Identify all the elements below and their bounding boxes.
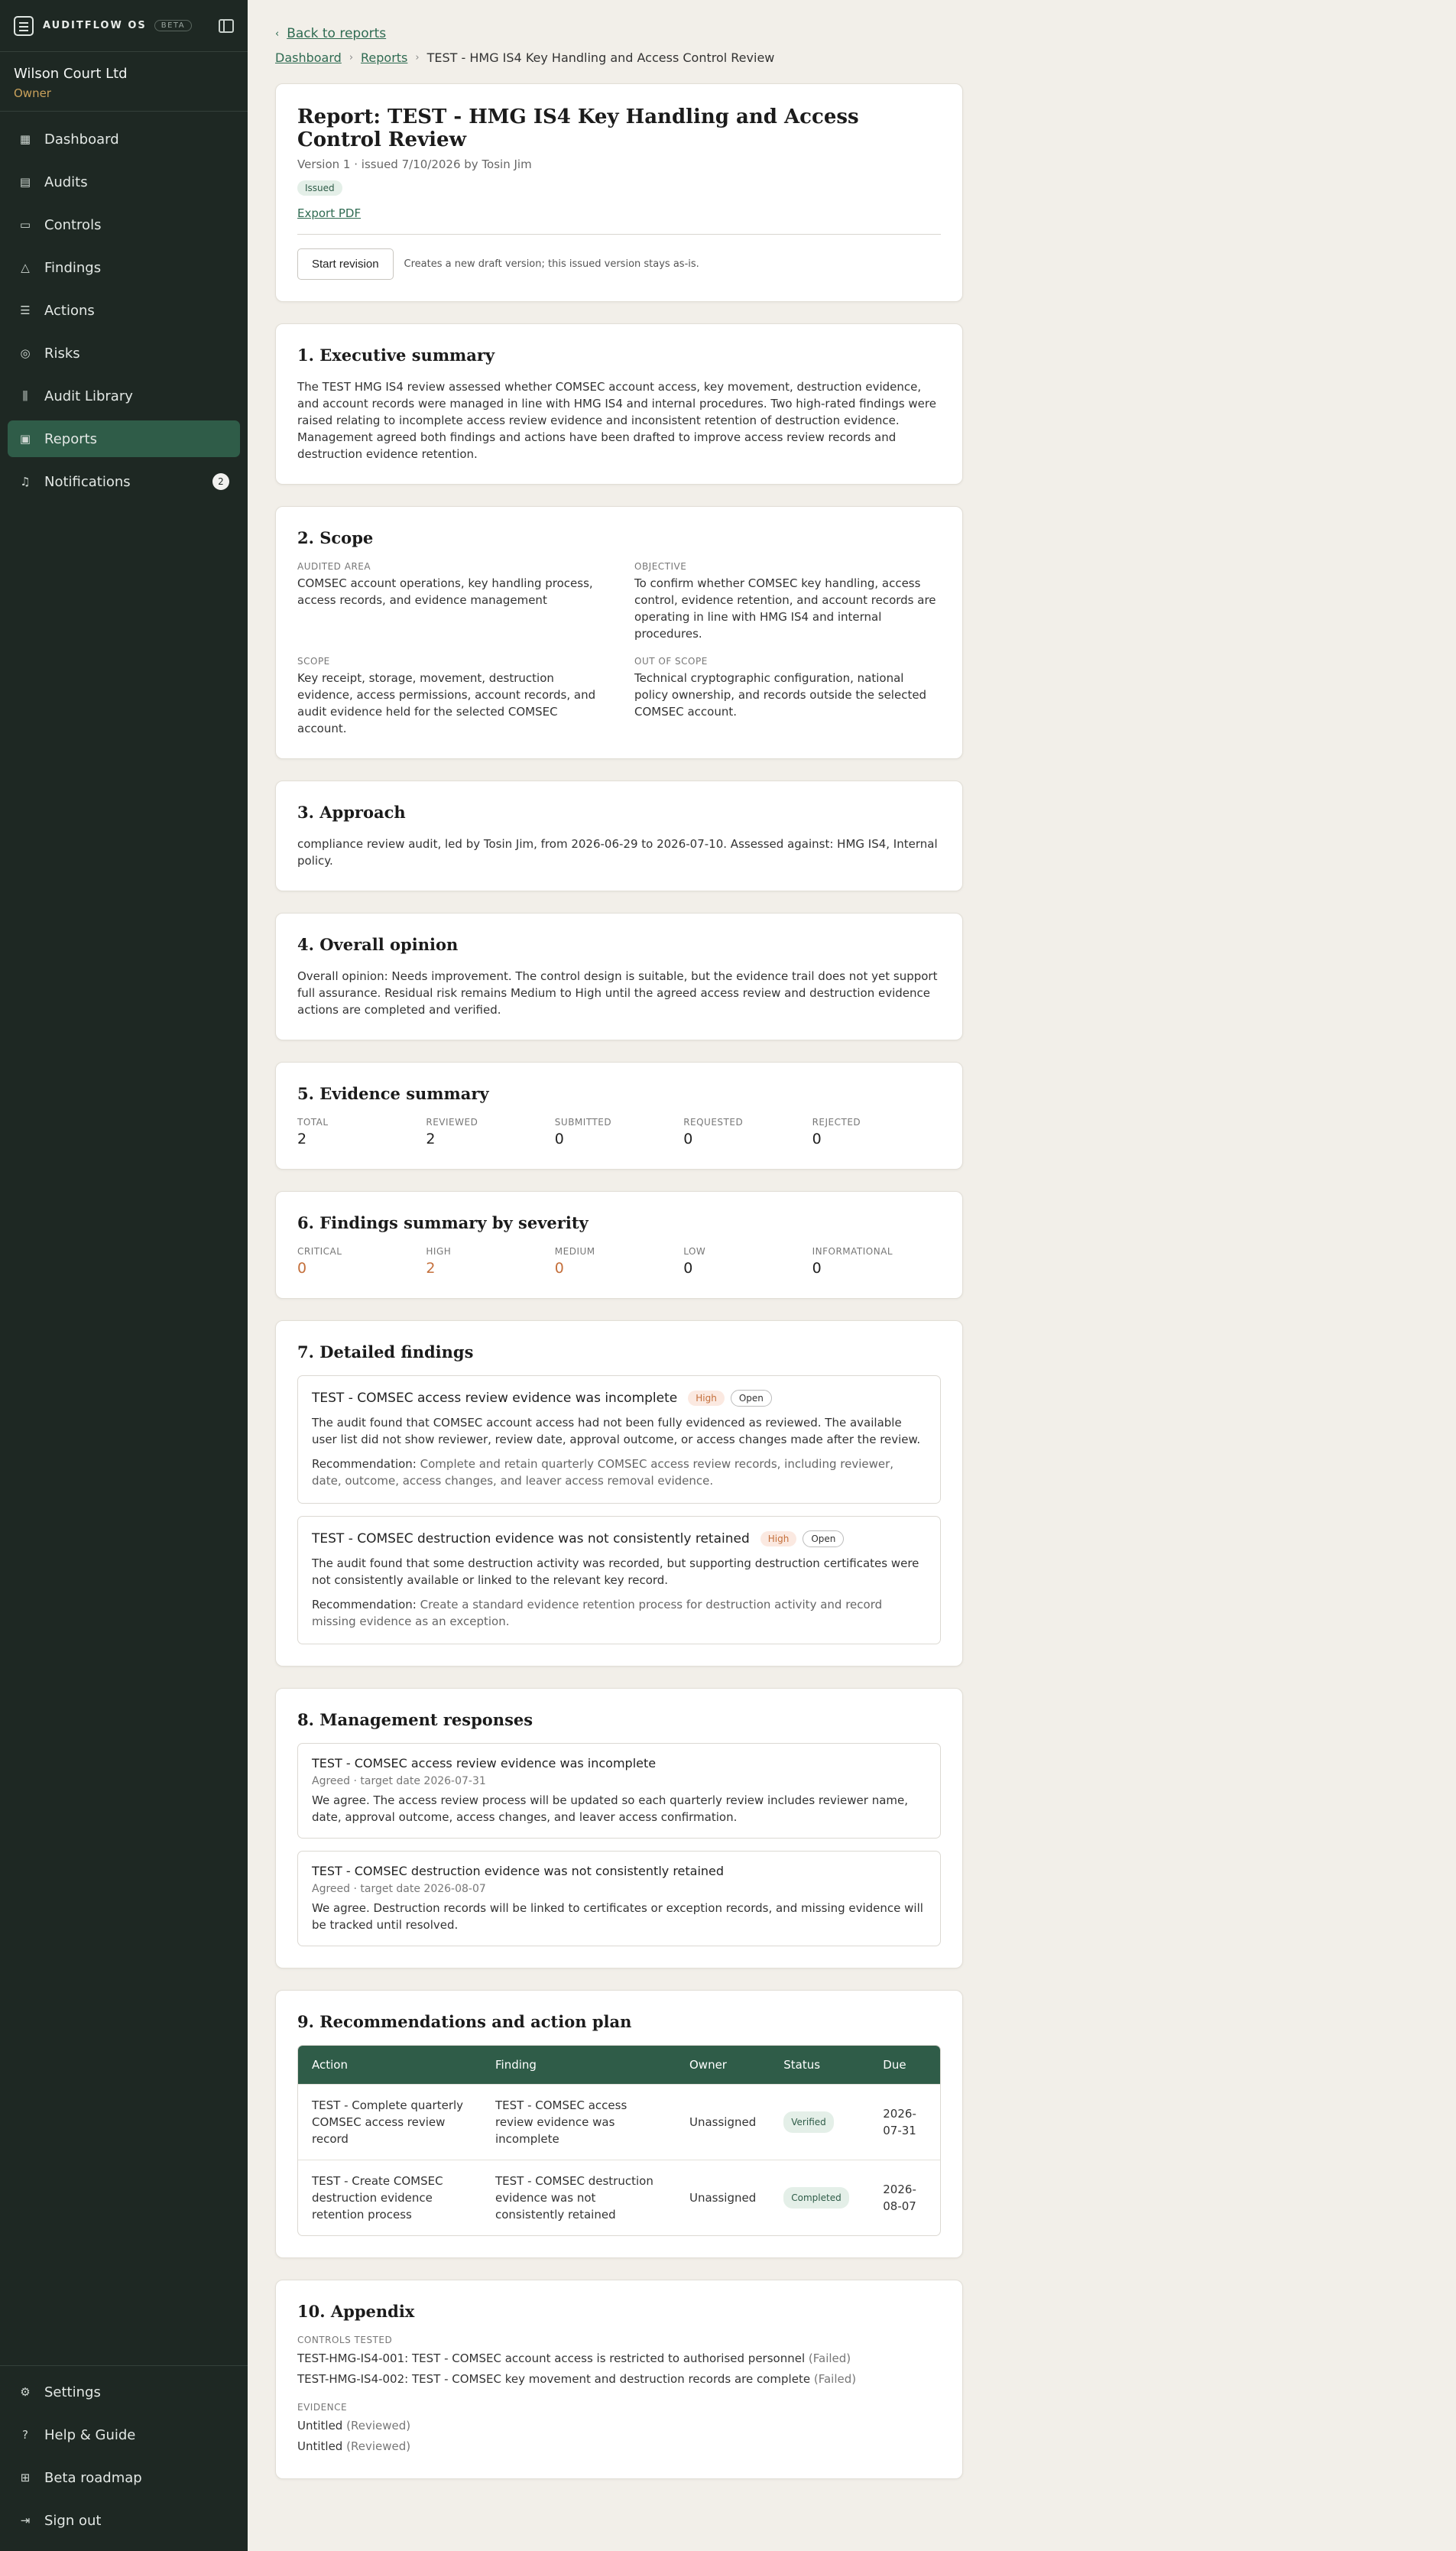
nav-label: Audit Library xyxy=(44,388,133,404)
nav-label: Reports xyxy=(44,430,98,447)
field-label: OBJECTIVE xyxy=(634,561,687,572)
sign-out-icon: ⇥ xyxy=(20,2514,31,2527)
response-card xyxy=(297,1851,941,1946)
controls-tested-label: CONTROLS TESTED xyxy=(297,2335,393,2345)
nav-item-sign-out[interactable] xyxy=(8,2502,240,2539)
finding-header xyxy=(312,1530,926,1547)
bell-icon: ♫ xyxy=(20,475,31,488)
help-icon: ? xyxy=(22,2428,28,2442)
stat-submitted xyxy=(555,1117,683,1147)
severity-badge: High xyxy=(688,1391,725,1406)
nav-label: Dashboard xyxy=(44,131,119,148)
table-row xyxy=(298,2160,940,2235)
finding-title: TEST - COMSEC destruction evidence was not consistently retained xyxy=(312,1531,750,1547)
scope-item-objective xyxy=(634,561,941,642)
cell-action: TEST - Create COMSEC destruction evidence retention process xyxy=(298,2160,482,2235)
finding-header xyxy=(312,1390,926,1407)
gear-icon: ⚙ xyxy=(20,2385,31,2399)
warning-icon: △ xyxy=(21,261,30,274)
executive-summary-section xyxy=(275,323,963,485)
stat-value: 2 xyxy=(426,1131,436,1147)
severity-badge: High xyxy=(760,1531,797,1547)
evidence-stats xyxy=(297,1117,941,1147)
stat-label: REJECTED xyxy=(812,1117,861,1128)
nav-label: Settings xyxy=(44,2384,101,2400)
stat-label: REQUESTED xyxy=(683,1117,744,1128)
chevron-right-icon: › xyxy=(415,52,420,63)
evidence-item xyxy=(297,2416,941,2436)
cell-owner: Unassigned xyxy=(676,2160,770,2235)
revision-row xyxy=(297,248,941,280)
recommendation-text: Complete and retain quarterly COMSEC access review records, including reviewer, date, outcome, access changes, and leaver access removal evidence. xyxy=(312,1457,894,1488)
stat-value: 0 xyxy=(683,1260,693,1277)
finding-recommendation xyxy=(312,1596,926,1630)
field-label: OUT OF SCOPE xyxy=(634,656,708,667)
nav-item-controls[interactable] xyxy=(8,206,240,243)
cell-owner: Unassigned xyxy=(676,2084,770,2160)
revision-note: Creates a new draft version; this issued version stays as-is. xyxy=(404,258,699,270)
stat-label: TOTAL xyxy=(297,1117,329,1128)
stat-requested xyxy=(683,1117,812,1147)
breadcrumb xyxy=(275,50,963,65)
chevron-right-icon: › xyxy=(349,52,354,63)
stat-critical xyxy=(297,1246,426,1277)
section-heading: 9. Recommendations and action plan xyxy=(297,2012,632,2031)
dashboard-icon: ▦ xyxy=(19,132,31,146)
org-name: Wilson Court Ltd xyxy=(14,66,128,82)
section-heading: 1. Executive summary xyxy=(297,346,495,365)
export-pdf-link[interactable]: Export PDF xyxy=(297,206,362,220)
field-value: Key receipt, storage, movement, destruction evidence, access permissions, account records, and audit evidence held for the selected COMSEC account. xyxy=(297,671,596,735)
scope-item-audited-area xyxy=(297,561,604,642)
appendix-section xyxy=(275,2280,963,2479)
status-badge: Completed xyxy=(783,2187,848,2209)
nav-item-reports[interactable] xyxy=(8,420,240,457)
evidence-result: (Reviewed) xyxy=(346,2439,411,2453)
nav-item-settings[interactable] xyxy=(8,2374,240,2410)
approach-text: compliance review audit, led by Tosin Jim, from 2026-06-29 to 2026-07-10. Assessed against: HMG IS4, Internal policy. xyxy=(297,837,938,868)
section-heading: 5. Evidence summary xyxy=(297,1084,489,1103)
breadcrumb-current: TEST - HMG IS4 Key Handling and Access Control Review xyxy=(426,50,775,65)
control-result: (Failed) xyxy=(813,2372,857,2386)
stat-value: 0 xyxy=(297,1260,307,1277)
section-heading: 4. Overall opinion xyxy=(297,935,459,954)
column-header: Action xyxy=(298,2046,482,2084)
section-heading: 6. Findings summary by severity xyxy=(297,1213,589,1232)
stat-label: REVIEWED xyxy=(426,1117,478,1128)
response-title: TEST - COMSEC access review evidence was incomplete xyxy=(312,1756,657,1770)
page-title: Report: TEST - HMG IS4 Key Handling and Access Control Review xyxy=(297,105,859,151)
section-heading: 2. Scope xyxy=(297,528,374,547)
collapse-sidebar-icon[interactable] xyxy=(219,19,234,33)
finding-card xyxy=(297,1375,941,1504)
column-header: Finding xyxy=(482,2046,676,2084)
stat-rejected xyxy=(812,1117,941,1147)
status-badge: Open xyxy=(731,1390,772,1407)
evidence-item xyxy=(297,2436,941,2457)
evidence-summary-section xyxy=(275,1062,963,1170)
bottom-nav xyxy=(0,2365,248,2551)
map-icon: ⊞ xyxy=(20,2471,31,2484)
action-plan-table xyxy=(297,2045,941,2236)
org-switcher[interactable] xyxy=(0,52,248,112)
nav-item-audit-library[interactable] xyxy=(8,378,240,414)
status-badge: Verified xyxy=(783,2111,834,2133)
stat-label: SUBMITTED xyxy=(554,1117,612,1128)
nav-label: Actions xyxy=(44,302,95,319)
nav-item-dashboard[interactable] xyxy=(8,121,240,157)
back-to-reports-link[interactable] xyxy=(275,26,963,41)
cell-finding: TEST - COMSEC destruction evidence was not consistently retained xyxy=(482,2160,676,2235)
cell-due: 2026-07-31 xyxy=(869,2084,940,2160)
notification-count-badge: 2 xyxy=(212,473,229,490)
evidence-label: EVIDENCE xyxy=(297,2402,348,2413)
report-meta: Version 1 · issued 7/10/2026 by Tosin Jim xyxy=(297,157,532,171)
field-label: SCOPE xyxy=(297,656,330,667)
stat-low xyxy=(683,1246,812,1277)
recommendation-label: Recommendation: xyxy=(312,1457,417,1471)
section-heading: 3. Approach xyxy=(297,803,406,822)
stat-label: HIGH xyxy=(426,1246,452,1257)
breadcrumb-dashboard[interactable]: Dashboard xyxy=(275,50,342,65)
response-meta: Agreed · target date 2026-08-07 xyxy=(312,1883,486,1895)
stat-value: 0 xyxy=(683,1131,693,1147)
breadcrumb-reports[interactable]: Reports xyxy=(361,50,408,65)
beta-badge: BETA xyxy=(154,20,192,31)
nav-label: Risks xyxy=(44,345,80,362)
status-badge: Issued xyxy=(297,180,342,196)
nav-item-beta-roadmap[interactable] xyxy=(8,2459,240,2496)
recommendation-text: Create a standard evidence retention process for destruction activity and record missing evidence as an exception. xyxy=(312,1598,883,1628)
evidence-text: Untitled xyxy=(297,2419,343,2433)
report-icon: ▣ xyxy=(19,432,31,446)
executive-summary-text: The TEST HMG IS4 review assessed whether COMSEC account access, key movement, destruction evidence, and account records were managed in line with HMG IS4 and internal procedures. Two high-rated findings were raised relating to incomplete access review evidence and inconsistent retention of destruction evidence. Management agreed both findings and actions have been drafted to improve access review records and destruction evidence retention. xyxy=(297,380,936,461)
checklist-icon: ☰ xyxy=(20,303,31,317)
brand-name: AUDITFLOW OS xyxy=(43,20,147,31)
stat-label: LOW xyxy=(683,1246,706,1257)
divider xyxy=(297,234,941,235)
response-body: We agree. The access review process will be updated so each quarterly review includes reviewer name, date, approval outcome, access changes, and leaver access confirmation. xyxy=(312,1793,909,1824)
report-header-card xyxy=(275,83,963,302)
control-item xyxy=(297,2369,941,2390)
response-title: TEST - COMSEC destruction evidence was not consistently retained xyxy=(312,1864,725,1878)
stat-value: 0 xyxy=(554,1131,564,1147)
stat-value: 0 xyxy=(812,1131,822,1147)
control-text: TEST-HMG-IS4-001: TEST - COMSEC account access is restricted to authorised personnel xyxy=(297,2351,806,2365)
cell-status xyxy=(770,2160,869,2235)
brand-bar xyxy=(0,0,248,52)
table-header-row xyxy=(298,2046,940,2084)
main-content xyxy=(275,0,963,2479)
finding-title: TEST - COMSEC access review evidence was incomplete xyxy=(312,1391,678,1406)
evidence-result: (Reviewed) xyxy=(346,2419,411,2433)
severity-stats xyxy=(297,1246,941,1277)
auditflow-logo-icon xyxy=(14,16,34,36)
library-icon: ⫼ xyxy=(22,389,28,403)
action-plan-section xyxy=(275,1990,963,2258)
field-value: Technical cryptographic configuration, national policy ownership, and records outside the selected COMSEC account. xyxy=(634,671,927,719)
nav-item-audits[interactable] xyxy=(8,164,240,200)
nav-item-actions[interactable] xyxy=(8,292,240,329)
nav-label: Findings xyxy=(44,259,102,276)
nav-label: Help & Guide xyxy=(44,2426,136,2443)
section-heading: 7. Detailed findings xyxy=(297,1342,474,1362)
stat-value: 0 xyxy=(554,1260,564,1277)
nav-label: Beta roadmap xyxy=(44,2469,142,2486)
scope-item-out-of-scope xyxy=(634,656,941,737)
table-row xyxy=(298,2084,940,2160)
scope-grid xyxy=(297,561,941,737)
column-header: Owner xyxy=(676,2046,770,2084)
cell-status xyxy=(770,2084,869,2160)
back-link-label: Back to reports xyxy=(287,26,387,41)
org-role: Owner xyxy=(14,86,51,100)
stat-value: 2 xyxy=(426,1260,436,1277)
response-meta: Agreed · target date 2026-07-31 xyxy=(312,1775,486,1787)
findings-summary-section xyxy=(275,1191,963,1299)
scope-section xyxy=(275,506,963,759)
detailed-findings-section xyxy=(275,1320,963,1667)
cell-due: 2026-08-07 xyxy=(869,2160,940,2235)
stat-label: INFORMATIONAL xyxy=(812,1246,893,1257)
stat-label: MEDIUM xyxy=(554,1246,595,1257)
finding-body: The audit found that COMSEC account access had not been fully evidenced as reviewed. The available user list did not show reviewer, review date, approval outcome, or access changes made after the review. xyxy=(312,1416,921,1446)
chevron-left-icon: ‹ xyxy=(275,28,280,40)
status-badge: Open xyxy=(803,1530,844,1547)
field-value: COMSEC account operations, key handling process, access records, and evidence management xyxy=(297,576,593,607)
clipboard-icon: ▤ xyxy=(19,175,31,189)
nav-item-help[interactable] xyxy=(8,2416,240,2453)
nav-label: Sign out xyxy=(44,2512,102,2529)
finding-body: The audit found that some destruction activity was recorded, but supporting destruction certificates were not consistently available or linked to the relevant key record. xyxy=(312,1556,919,1587)
cell-action: TEST - Complete quarterly COMSEC access review record xyxy=(298,2084,482,2160)
shield-icon: ◎ xyxy=(20,346,31,360)
control-item xyxy=(297,2348,941,2369)
overall-opinion-section xyxy=(275,913,963,1040)
finding-card xyxy=(297,1516,941,1644)
stat-total xyxy=(297,1117,426,1147)
overall-opinion-text: Overall opinion: Needs improvement. The control design is suitable, but the evidence trail does not yet support full assurance. Residual risk remains Medium to High until the agreed access review and destruction evidence actions are completed and verified. xyxy=(297,969,938,1017)
scope-item-scope xyxy=(297,656,604,737)
response-card xyxy=(297,1743,941,1839)
recommendation-label: Recommendation: xyxy=(312,1598,417,1611)
response-body: We agree. Destruction records will be linked to certificates or exception records, and missing evidence will be tracked until resolved. xyxy=(312,1901,923,1932)
control-text: TEST-HMG-IS4-002: TEST - COMSEC key movement and destruction records are complete xyxy=(297,2372,811,2386)
finding-recommendation xyxy=(312,1456,926,1489)
nav-item-findings[interactable] xyxy=(8,249,240,286)
stat-label: CRITICAL xyxy=(297,1246,342,1257)
nav-label: Notifications xyxy=(44,473,131,490)
start-revision-button[interactable]: Start revision xyxy=(297,248,394,280)
management-responses-section xyxy=(275,1688,963,1968)
cell-finding: TEST - COMSEC access review evidence was incomplete xyxy=(482,2084,676,2160)
approach-section xyxy=(275,781,963,891)
section-heading: 8. Management responses xyxy=(297,1710,533,1729)
nav-label: Audits xyxy=(44,174,88,190)
book-icon: ▭ xyxy=(19,218,31,232)
stat-high xyxy=(426,1246,554,1277)
column-header: Due xyxy=(869,2046,940,2084)
nav-label: Controls xyxy=(44,216,102,233)
stat-informational xyxy=(812,1246,941,1277)
field-value: To confirm whether COMSEC key handling, access control, evidence retention, and account records are operating in line with HMG IS4 and internal procedures. xyxy=(634,576,936,641)
nav-item-notifications[interactable] xyxy=(8,463,240,500)
section-heading: 10. Appendix xyxy=(297,2302,415,2321)
field-label: AUDITED AREA xyxy=(297,561,371,572)
stat-value: 0 xyxy=(812,1260,822,1277)
control-result: (Failed) xyxy=(808,2351,851,2365)
sidebar xyxy=(0,0,248,2551)
main-nav xyxy=(0,112,248,515)
stat-value: 2 xyxy=(297,1131,307,1147)
stat-reviewed xyxy=(426,1117,554,1147)
evidence-text: Untitled xyxy=(297,2439,343,2453)
stat-medium xyxy=(555,1246,683,1277)
column-header: Status xyxy=(770,2046,869,2084)
nav-item-risks[interactable] xyxy=(8,335,240,372)
